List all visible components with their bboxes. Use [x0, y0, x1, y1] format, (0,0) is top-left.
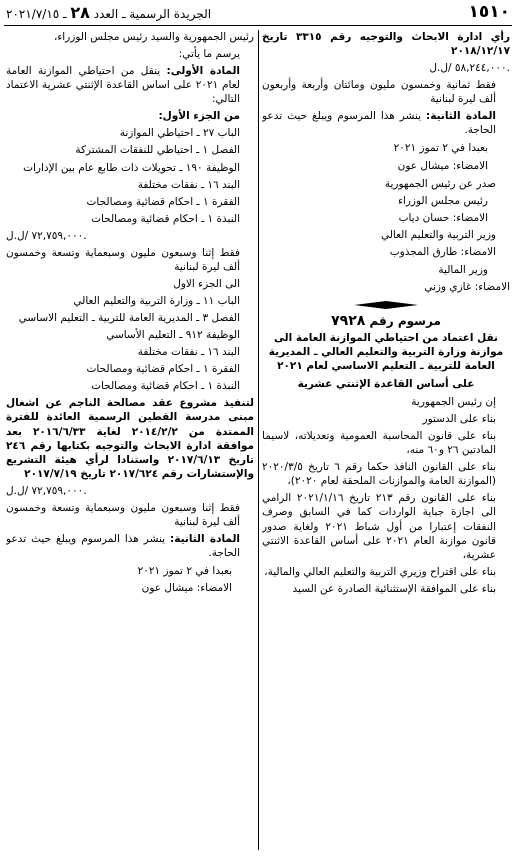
preamble-6: بناء على اقتراح وزيري التربية والتعليم العالي والمالية، — [264, 565, 496, 578]
to-chapter: الباب ١١ ـ وزارة التربية والتعليم العالي — [73, 295, 240, 307]
amount: ٧٢,٧٥٩,٠٠٠ /ل.ل. — [6, 229, 87, 242]
page-number: ١٥١٠ — [468, 2, 510, 22]
preamble-5: بناء على القانون رقم ٢١٣ تاريخ ٢٠٢١/١/١٦ الرامي الى اجازة جباية الواردات كما في السابق وصرف النفقات إعتبارا من أول شباط ٢٠٢١ ولغاية صدور قانون موازنة العام ٢٠٢١ على أساس القاعدة الاثنتي عشرية، — [262, 492, 496, 561]
from-paragraph: الفقرة ١ ـ احكام قضائية ومصالحات — [86, 195, 240, 208]
to-subparagraph: النبذة ١ ـ احكام قضائية ومصالحات — [91, 380, 240, 393]
header-rule — [4, 25, 512, 26]
to-paragraph: الفقرة ١ ـ احكام قضائية ومصالحات — [86, 363, 240, 376]
preamble-7: بناء على الموافقة الإستثنائية الصادرة عن السيد — [292, 582, 496, 595]
education-minister-signature: الامضاء: طارق المجذوب — [389, 245, 496, 258]
decree-heading — [262, 312, 510, 331]
to-item: البند ١٦ ـ نفقات مختلفة — [137, 346, 240, 359]
article-1-label: المادة الأولى: — [166, 65, 240, 78]
place-date: بعبدا في ٢ تموز ٢٠٢١ — [393, 142, 488, 155]
pm-title: رئيس مجلس الوزراء — [397, 194, 488, 207]
page-header — [0, 0, 516, 26]
finance-minister-title: وزير المالية — [438, 263, 488, 276]
column-divider — [258, 30, 259, 850]
purpose-text: لتنفيذ مشروع عقد مصالحة الناجم عن اشغال مبنى مدرسة القطين الرسمية العائدة للفترة الممتدة من ٢٠١٤/٢/٢ لغاية ٢٠١٦/٦/٣٣ بعد موافقة ادارة الابحاث والتوجيه بكتابها رقم ٢٤٦ تاريخ ٢٠١٧/٦/١٣ واستنادا لرأي هيئة التشريع والإستشارات رقم ٢٠١٧/٦٢٤ تاريخ ٢٠١٧/٧/١٩ — [6, 397, 254, 480]
preamble-4: بناء على القانون النافذ حكما رقم ٦ تاريخ ٢٠٢٠/٣/٥ (الموازنة العامة والموازنات الملحقة لعام ٢٠٢٠)، — [262, 461, 496, 488]
decrees-line: يرسم ما يأتي: — [178, 48, 240, 61]
decree-number: ٧٩٢٨ — [331, 313, 366, 329]
authority-line: رئيس الجمهورية والسيد رئيس مجلس الوزراء، — [53, 31, 254, 43]
from-item: البند ١٦ ـ نفقات مختلفة — [137, 178, 240, 191]
article-2-label: المادة الثانية: — [426, 110, 496, 123]
amount: ٥٨,٢٤٤,٠٠٠ /ل.ل. — [429, 62, 510, 75]
decree-basis: على أساس القاعدة الإثنتي عشرية — [297, 377, 475, 390]
article-1-text: ينقل من احتياطي الموازنة العامة لعام ٢٠٢١ على اساس القاعدة الإثنتي عشرية الاعتماد التالي: — [6, 65, 240, 106]
issued-by: صدر عن رئيس الجمهورية — [384, 177, 496, 190]
pm-signature: الامضاء: حسان دياب — [398, 211, 488, 224]
from-section: الفصل ١ ـ احتياطي للنفقات المشتركة — [75, 144, 240, 157]
left-column — [6, 30, 254, 852]
decree-label: مرسوم رقم — [369, 314, 441, 328]
from-subparagraph: النبذة ١ ـ احكام قضائية ومصالحات — [91, 212, 240, 225]
opinion-reference: رأي ادارة الابحاث والتوجيه رقم ٣٣١٥ تاريخ ٢٠١٨/١٢/١٧ — [262, 31, 510, 58]
amount-words: فقط إثنا وسبعون مليون وسبعماية وتسعة وخمسون ألف ليرة لبنانية — [6, 246, 240, 273]
issue-number: ٢٨ — [70, 3, 90, 22]
article-2 — [6, 532, 254, 560]
president-signature: الامضاء: ميشال عون — [397, 159, 488, 172]
to-section: الفصل ٣ ـ المديرية العامة للتربية ـ التعليم الاساسي — [18, 312, 240, 325]
article-2-text: ينشر هذا المرسوم ويبلغ حيث تدعو الحاجة. — [6, 532, 240, 559]
preamble-1: إن رئيس الجمهورية — [411, 396, 496, 408]
to-part-heading: الى الجزء الاول — [173, 277, 240, 290]
article-2-text: ينشر هذا المرسوم ويبلغ حيث تدعو الحاجة. — [262, 110, 496, 137]
article-2-label: المادة الثانية: — [170, 532, 240, 545]
issue-date: ـ ٢٠٢١/٧/١٥ — [6, 7, 67, 21]
to-function: الوظيفة ٩١٢ ـ التعليم الأساسي — [106, 329, 240, 342]
president-signature: الامضاء: ميشال عون — [141, 582, 232, 595]
amount-words: فقط ثمانية وخمسون مليون ومائتان وأربعة وأربعون ألف ليرة لبنانية — [262, 79, 496, 106]
article-1 — [6, 64, 254, 106]
right-column — [262, 30, 510, 852]
amount-2-words: فقط إثنا وسبعون مليون وسبعماية وتسعة وخمسون ألف ليرة لبنانية — [6, 501, 240, 528]
separator-ornament — [354, 300, 418, 310]
from-chapter: الباب ٢٧ ـ احتياطي الموازنة — [119, 127, 240, 140]
from-part-heading: من الجزء الأول: — [158, 110, 240, 123]
amount-2: ٧٢,٧٥٩,٠٠٠ /ل.ل. — [6, 484, 87, 497]
preamble-3: بناء على قانون المحاسبة العمومية وتعديلاته، لاسيما المادتين ٢٦ و٦٠ منه، — [262, 430, 496, 457]
gazette-title — [6, 2, 211, 23]
decree-title: نقل اعتماد من احتياطي الموازنة العامة الى موازنة وزارة التربية والتعليم العالي ـ المديرية العامة للتربية ـ التعليم الاساسي لعام ٢٠٢١ — [268, 331, 504, 372]
article-2 — [262, 109, 510, 137]
education-minister-title: وزير التربية والتعليم العالي — [380, 228, 496, 241]
gazette-label: الجريدة الرسمية ـ العدد — [93, 7, 212, 21]
preamble-2: بناء على الدستور — [422, 413, 496, 426]
place-date: بعبدا في ٢ تموز ٢٠٢١ — [137, 565, 232, 578]
finance-minister-signature: الامضاء: غازي وزني — [424, 280, 510, 293]
from-function: الوظيفة ١٩٠ ـ تحويلات ذات طابع عام بين الإدارات — [23, 161, 240, 174]
